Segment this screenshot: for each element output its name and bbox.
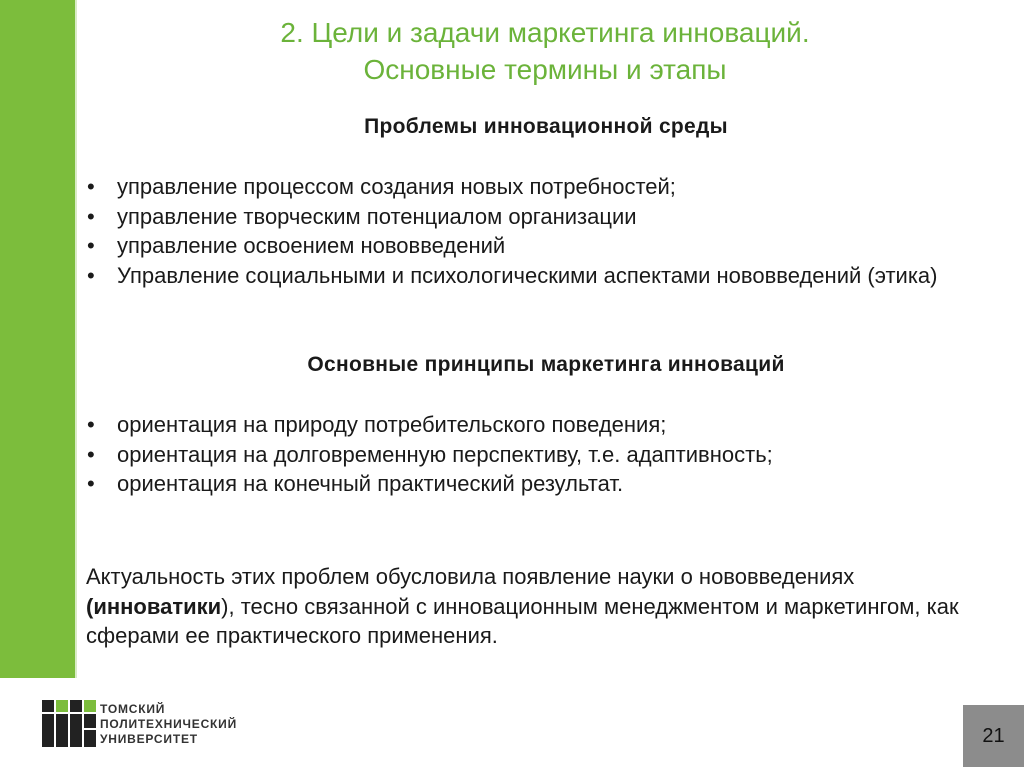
list-item: • Управление социальными и психологическими аспектами нововведений (этика) (85, 261, 985, 291)
university-name (100, 702, 237, 747)
problems-list (85, 172, 985, 290)
title-line-2: Основные термины и этапы (363, 54, 727, 85)
paragraph-text-2: ), тесно связанной с инновационным менеджментом и маркетингом, как сферами ее практического применения. (86, 593, 959, 648)
principles-list (85, 410, 985, 499)
logo-text-line: УНИВЕРСИТЕТ (100, 732, 198, 746)
conclusion-paragraph (86, 562, 986, 651)
logo-text-line: ПОЛИТЕХНИЧЕСКИЙ (100, 717, 238, 731)
left-accent-bar (0, 0, 75, 678)
logo-text-line: ТОМСКИЙ (100, 702, 166, 716)
list-item: • ориентация на природу потребительского поведения; (85, 410, 985, 440)
paragraph-text-1: Актуальность этих проблем обусловила появление науки о нововведениях (86, 564, 855, 589)
list-item: • ориентация на конечный практический результат. (85, 469, 985, 499)
title-line-1: 2. Цели и задачи маркетинга инноваций. (280, 17, 810, 48)
paragraph-bold-term: (инноватики (86, 593, 222, 619)
list-item: • управление процессом создания новых потребностей; (85, 172, 985, 202)
page-number: 21 (982, 725, 1005, 747)
list-item: • управление творческим потенциалом организации (85, 202, 985, 232)
section-heading-problems: Проблемы инновационной среды (364, 115, 728, 138)
slide-title (120, 14, 970, 88)
section-heading-principles: Основные принципы маркетинга инноваций (307, 353, 785, 376)
accent-divider (75, 0, 77, 678)
list-item: • управление освоением нововведений (85, 231, 985, 261)
list-item: • ориентация на долговременную перспективу, т.е. адаптивность; (85, 440, 985, 470)
tpu-logo-icon (42, 700, 96, 747)
